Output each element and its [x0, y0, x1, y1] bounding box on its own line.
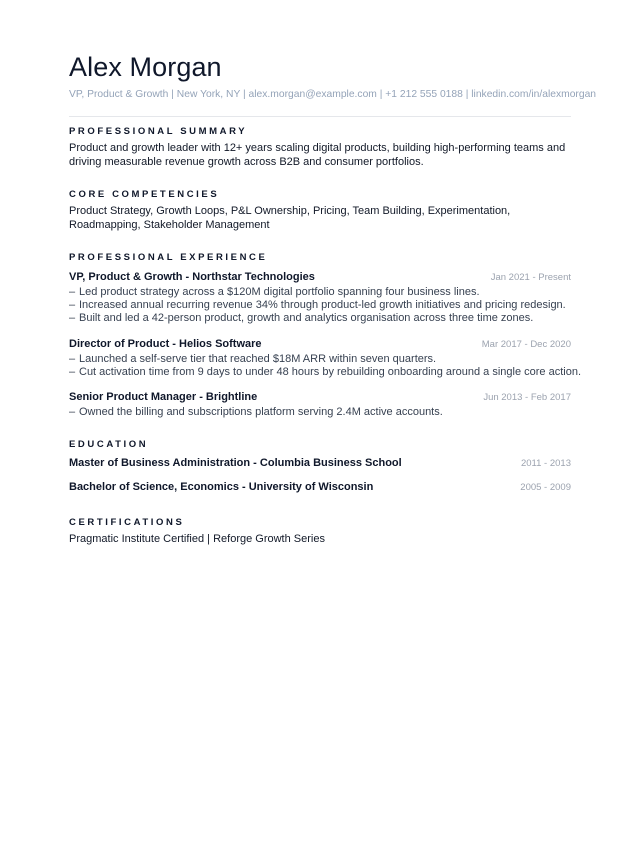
- contact-line: VP, Product & Growth | New York, NY | alex.morgan@example.com | +1 212 555 0188 | linkedin.com/in/alexmorgan: [69, 89, 597, 100]
- bullet-dash: –: [69, 312, 76, 325]
- job-entry: [69, 337, 582, 379]
- section-title-summary: PROFESSIONAL SUMMARY: [69, 126, 248, 137]
- job-bullet: – Owned the billing and subscriptions platform serving 2.4M active accounts.: [69, 406, 443, 419]
- job-dates: Mar 2017 - Dec 2020: [481, 338, 571, 350]
- experience-section: [69, 252, 582, 419]
- section-title-competencies: CORE COMPETENCIES: [69, 189, 220, 200]
- education-section: [69, 439, 571, 495]
- job-bullet: – Built and led a 42-person product, growth and analytics organisation across three time zones.: [69, 312, 534, 325]
- job-bullet: – Increased annual recurring revenue 34% through product-led growth initiatives and pricing redesign.: [69, 299, 566, 312]
- degree-title: Master of Business Administration - Columbia Business School: [69, 457, 402, 470]
- summary-section: [69, 126, 571, 169]
- job-dates: Jun 2013 - Feb 2017: [483, 392, 571, 404]
- job-bullet: – Cut activation time from 9 days to under 48 hours by rebuilding onboarding around a single core action.: [69, 365, 582, 378]
- job-bullet: – Launched a self-serve tier that reached $18M ARR within seven quarters.: [69, 352, 437, 365]
- bullet-dash: –: [69, 286, 76, 298]
- job-entry: [69, 270, 571, 326]
- degree-dates: 2011 - 2013: [520, 458, 571, 470]
- summary-text: Product and growth leader with 12+ years scaling digital products, building high-performing teams and driving measurable revenue growth across B2B and consumer portfolios.: [69, 142, 566, 168]
- job-entry: [69, 390, 571, 419]
- job-title: Senior Product Manager - Brightline: [69, 391, 258, 404]
- job-bullets: [69, 352, 582, 379]
- bullet-dash: –: [69, 352, 76, 365]
- job-title: VP, Product & Growth - Northstar Technologies: [69, 271, 315, 283]
- candidate-name: Alex Morgan: [69, 52, 222, 82]
- bullet-dash: –: [69, 299, 76, 312]
- job-bullet: – Led product strategy across a $120M digital portfolio spanning four business lines.: [69, 286, 480, 298]
- header-divider: [69, 116, 571, 117]
- degree-dates: 2005 - 2009: [520, 482, 571, 494]
- job-title: Director of Product - Helios Software: [69, 337, 262, 350]
- section-title-education: EDUCATION: [69, 439, 149, 451]
- job-bullets: [69, 286, 571, 326]
- job-dates: Jan 2021 - Present: [490, 272, 571, 283]
- competencies-section: [69, 189, 571, 232]
- education-entry: [69, 456, 571, 471]
- bullet-dash: –: [69, 365, 76, 378]
- section-title-experience: PROFESSIONAL EXPERIENCE: [69, 252, 268, 263]
- certifications-section: [69, 517, 571, 547]
- education-entry: [69, 480, 571, 495]
- bullet-dash: –: [69, 406, 76, 419]
- job-bullets: [69, 406, 571, 419]
- competencies-text: Product Strategy, Growth Loops, P&L Ownership, Pricing, Team Building, Experimentation, Roadmapping, Stakeholder Management: [69, 205, 511, 231]
- section-title-certifications: CERTIFICATIONS: [69, 517, 185, 529]
- degree-title: Bachelor of Science, Economics - University of Wisconsin: [69, 481, 374, 494]
- certifications-text: Pragmatic Institute Certified | Reforge Growth Series: [69, 533, 325, 546]
